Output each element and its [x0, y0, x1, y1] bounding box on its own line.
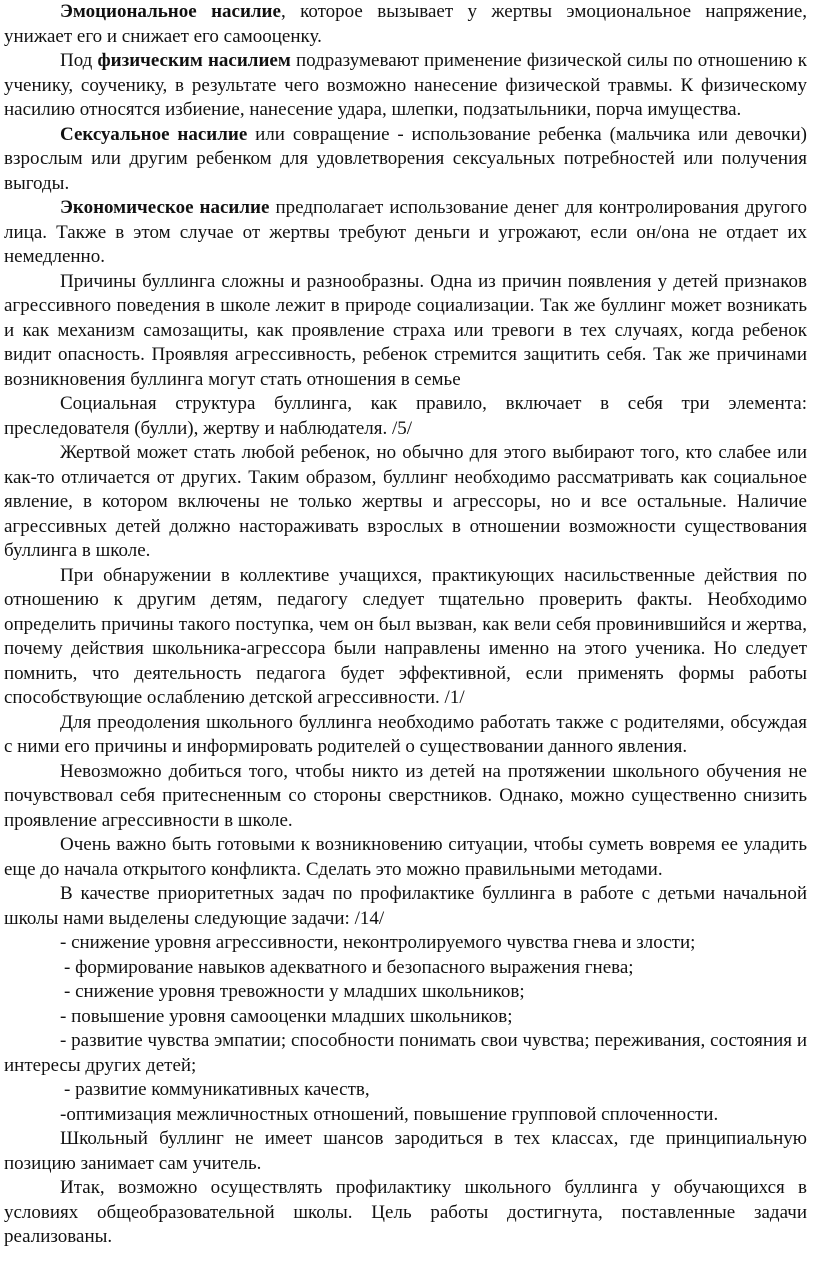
- paragraph-victim: Жертвой может стать любой ребенок, но обычно для этого выбирают того, кто слабее или как-то отличается от других. Таким образом, буллинг необходимо рассматривать как социальное явление, в котором включены не только жертвы и агрессоры, но и все остальные. Наличие агрессивных детей должно настораживать взрослых в отношении возможности существования буллинга в школе.: [4, 442, 807, 561]
- paragraph-readiness: Очень важно быть готовыми к возникновению ситуации, чтобы суметь вовремя ее уладить еще до начала открытого конфликта. Сделать это можно правильными методами.: [4, 834, 807, 880]
- term-sexual-violence: Сексуальное насилие: [60, 123, 248, 145]
- tasks-list: [4, 931, 807, 1127]
- list-item: - повышение уровня самооценки младших школьников;: [60, 1005, 513, 1027]
- list-item: - развитие коммуникативных качеств,: [64, 1079, 370, 1100]
- paragraph-parents: Для преодоления школьного буллинга необходимо работать также с родителями, обсуждая с ними его причины и информировать родителей о существовании данного явления.: [4, 711, 807, 757]
- paragraph-text: подразумевают применение физической силы по отношению к ученику, соученику, в результате чего возможно нанесение физической травмы. К физическому насилию относятся избиение, нанесение удара, шлепки, подзатыльники, порча имущества.: [4, 50, 808, 120]
- list-item: - развитие чувства эмпатии; способности понимать свои чувства; переживания, состояния и интересы других детей;: [4, 1030, 807, 1076]
- term-economic-violence: Экономическое насилие: [60, 197, 270, 218]
- paragraph-lead: Под: [60, 50, 98, 71]
- term-emotional-violence: Эмоциональное насилие: [60, 1, 281, 22]
- paragraph-text: или совращение - использование ребенка (мальчика или девочки) взрослым или другим ребенком для удовлетворения сексуальных потребностей или получения выгоды.: [4, 123, 807, 194]
- paragraph-teacher-position: Школьный буллинг не имеет шансов зародиться в тех классах, где принципиальную позицию занимает сам учитель.: [4, 1128, 807, 1174]
- paragraph-sexual-violence: [4, 123, 807, 197]
- paragraph-conclusion: Итак, возможно осуществлять профилактику школьного буллинга у обучающихся в условиях общеобразовательной школы. Цель работы достигнута, поставленные задачи реализованы.: [4, 1177, 807, 1247]
- paragraph-physical-violence: [4, 49, 807, 123]
- list-item: - формирование навыков адекватного и безопасного выражения гнева;: [64, 956, 634, 978]
- paragraph-emotional-violence: [4, 0, 807, 49]
- paragraph-teacher-actions: При обнаружении в коллективе учащихся, практикующих насильственные действия по отношению к другим детям, педагогу следует тщательно проверить факты. Необходимо определить причины такого поступка, чем он был вызван, как вели себя провинившийся и жертва, почему действия школьника-агрессора были направлены именно на этого ученика. Но следует помнить, что деятельность педагога будет эффективной, если применять формы работы способствующие ослаблению детской агрессивности. /1/: [4, 564, 807, 708]
- term-physical-violence: физическим насилием: [97, 50, 291, 71]
- paragraph-priority-tasks: В качестве приоритетных задач по профилактике буллинга в работе с детьми начальной школы нами выделены следующие задачи: /14/: [4, 883, 807, 929]
- list-item: -оптимизация межличностных отношений, повышение групповой сплоченности.: [60, 1103, 719, 1125]
- paragraph-bullying-causes: Причины буллинга сложны и разнообразны. Одна из причин появления у детей признаков агрессивного поведения в школе лежит в природе социализации. Так же буллинг может возникать и как механизм самозащиты, как проявление страха или тревоги в тех случаях, когда ребенок видит опасность. Проявляя агрессивность, ребенок стремится защитить себя. Так же причинами возникновения буллинга могут стать отношения в семье: [4, 270, 807, 390]
- paragraph-social-structure: Социальная структура буллинга, как правило, включает в себя три элемента: преследователя (булли), жертву и наблюдателя. /5/: [4, 393, 807, 439]
- list-item: - снижение уровня агрессивности, неконтролируемого чувства гнева и злости;: [60, 932, 696, 953]
- paragraph-text: , которое вызывает у жертвы эмоциональное напряжение, унижает его и снижает его самооценку.: [4, 1, 807, 47]
- paragraph-impossible: Невозможно добиться того, чтобы никто из детей на протяжении школьного обучения не почувствовал себя притесненным со стороны сверстников. Однако, можно существенно снизить проявление агрессивности в школе.: [4, 760, 807, 831]
- list-item: - снижение уровня тревожности у младших школьников;: [64, 981, 525, 1002]
- paragraph-economic-violence: [4, 196, 807, 270]
- paragraph-text: предполагает использование денег для контролирования другого лица. Также в этом случае от жертвы требуют деньги и угрожают, если он/она не отдает их немедленно.: [4, 197, 807, 267]
